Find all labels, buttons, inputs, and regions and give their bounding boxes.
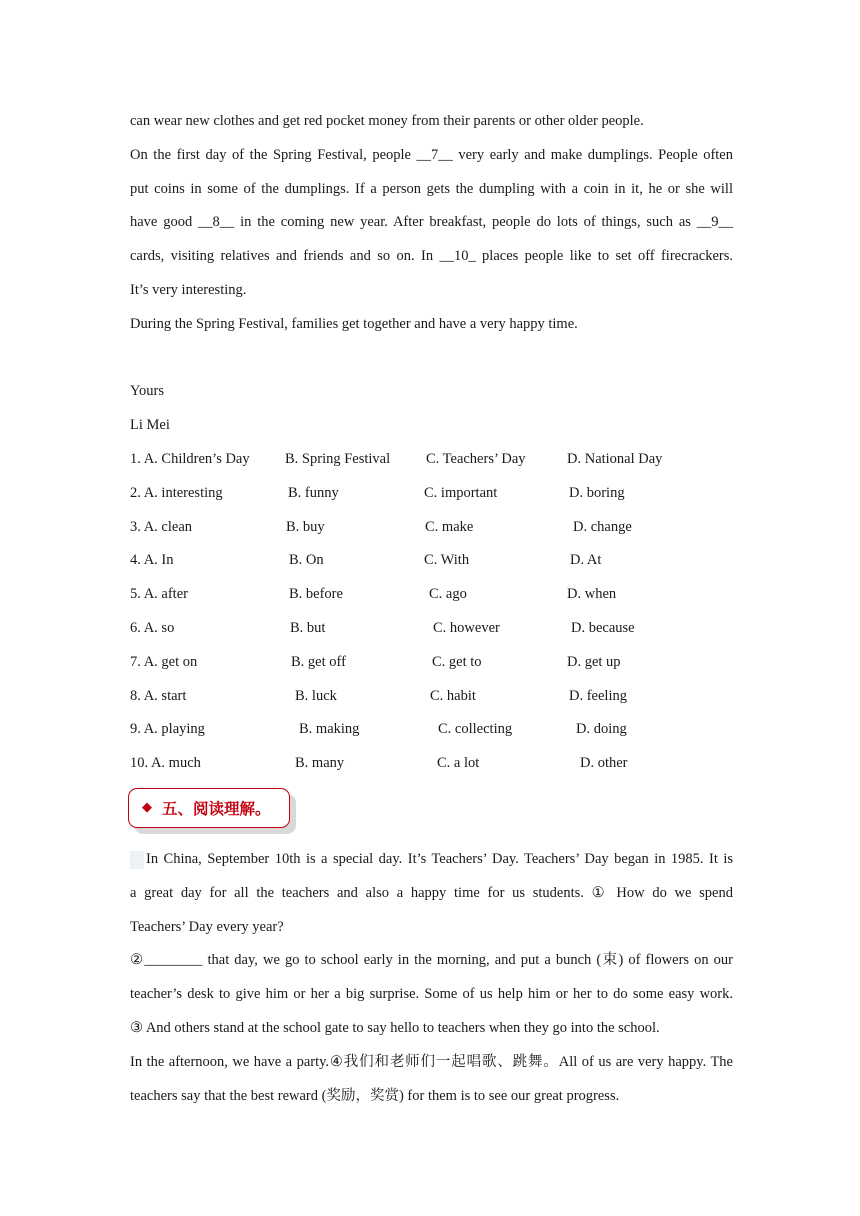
section-title: 五、阅读理解。 xyxy=(162,799,271,818)
reading-line: In the afternoon, we have a party.④我们和老师们一起唱歌、跳舞。All of us are very happy. The xyxy=(130,1053,733,1070)
reading-line: a great day for all the teachers and also a happy time for us students. ① How do we spend xyxy=(130,884,733,901)
option-b: B. funny xyxy=(288,484,339,501)
question-row xyxy=(130,443,733,477)
option-b: B. On xyxy=(289,552,324,569)
letter-paragraph-line: can wear new clothes and get red pocket money from their parents or other older people. xyxy=(130,113,644,129)
question-row xyxy=(130,511,733,545)
option-b: B. luck xyxy=(295,687,337,704)
option-a: 2. A. interesting xyxy=(130,484,223,501)
reading-line: ③ And others stand at the school gate to say hello to teachers when they go into the school. xyxy=(130,1019,660,1036)
letter-closing: Yours xyxy=(130,383,164,400)
letter-paragraph-line: have good __8__ in the coming new year. After breakfast, people do lots of things, such as __9__ xyxy=(130,214,733,231)
option-a: 7. A. get on xyxy=(130,653,198,670)
option-a: 10. A. much xyxy=(130,755,201,772)
option-a: 6. A. so xyxy=(130,619,175,636)
option-a: 4. A. In xyxy=(130,552,174,569)
question-row xyxy=(130,680,733,714)
question-row xyxy=(130,646,733,680)
letter-paragraph-line: put coins in some of the dumplings. If a person gets the dumpling with a coin in it, he or she will xyxy=(130,180,733,197)
option-c: C. however xyxy=(433,619,500,636)
reading-line: teachers say that the best reward (奖励，奖赏) for them is to see our great progress. xyxy=(130,1087,620,1104)
option-b: B. many xyxy=(295,755,345,772)
question-row xyxy=(130,713,733,747)
section-title-box xyxy=(128,788,290,828)
reading-line: In China, September 10th is a special day. It’s Teachers’ Day. Teachers’ Day began in 1985. It is xyxy=(130,843,733,877)
option-d: D. feeling xyxy=(569,687,627,704)
letter-paragraph-line: It’s very interesting. xyxy=(130,281,247,298)
question-row xyxy=(130,612,733,646)
question-row xyxy=(130,544,733,578)
option-d: D. because xyxy=(571,619,635,636)
question-list xyxy=(130,443,733,781)
indent-marker xyxy=(130,851,144,869)
option-d: D. doing xyxy=(576,721,627,738)
letter-paragraph-line: On the first day of the Spring Festival, people __7__ very early and make dumplings. People often xyxy=(130,146,733,163)
letter-signature: Li Mei xyxy=(130,417,170,434)
option-a: 8. A. start xyxy=(130,687,187,704)
letter-paragraph-line: cards, visiting relatives and friends and so on. In __10_ places people like to set off firecrackers. xyxy=(130,248,733,265)
option-b: B. making xyxy=(299,721,360,738)
document-page xyxy=(130,105,733,1113)
option-d: D. when xyxy=(567,586,617,603)
option-d: D. boring xyxy=(569,484,625,501)
option-c: C. habit xyxy=(430,687,476,704)
option-a: 5. A. after xyxy=(130,586,188,603)
question-row xyxy=(130,578,733,612)
option-d: D. other xyxy=(580,755,628,772)
reading-line: teacher’s desk to give him or her a big surprise. Some of us help him or her to do some easy work. xyxy=(130,986,733,1003)
option-a: 1. A. Children’s Day xyxy=(130,450,250,467)
option-c: C. make xyxy=(425,518,474,535)
option-c: C. a lot xyxy=(437,755,480,772)
option-c: C. With xyxy=(424,552,470,569)
option-b: B. Spring Festival xyxy=(285,450,391,467)
reading-line: ②________ that day, we go to school early in the morning, and put a bunch (束) of flowers on our xyxy=(130,952,733,969)
option-b: B. buy xyxy=(286,518,325,535)
option-b: B. before xyxy=(289,586,343,603)
option-c: C. Teachers’ Day xyxy=(426,450,526,467)
letter-paragraph-line: During the Spring Festival, families get together and have a very happy time. xyxy=(130,315,578,332)
section-header xyxy=(130,785,733,843)
option-d: D. get up xyxy=(567,653,621,670)
diamond-icon: ◆ xyxy=(142,800,152,816)
question-row xyxy=(130,477,733,511)
question-row xyxy=(130,747,733,781)
option-c: C. get to xyxy=(432,653,482,670)
option-d: D. At xyxy=(570,552,602,569)
option-b: B. but xyxy=(290,619,326,636)
blank-line xyxy=(130,342,733,376)
option-d: D. change xyxy=(573,518,632,535)
option-c: C. important xyxy=(424,484,498,501)
reading-line: Teachers’ Day every year? xyxy=(130,918,284,935)
option-a: 3. A. clean xyxy=(130,518,193,535)
option-a: 9. A. playing xyxy=(130,721,205,738)
option-c: C. ago xyxy=(429,586,467,603)
option-c: C. collecting xyxy=(438,721,513,738)
option-b: B. get off xyxy=(291,653,346,670)
option-d: D. National Day xyxy=(567,450,663,467)
